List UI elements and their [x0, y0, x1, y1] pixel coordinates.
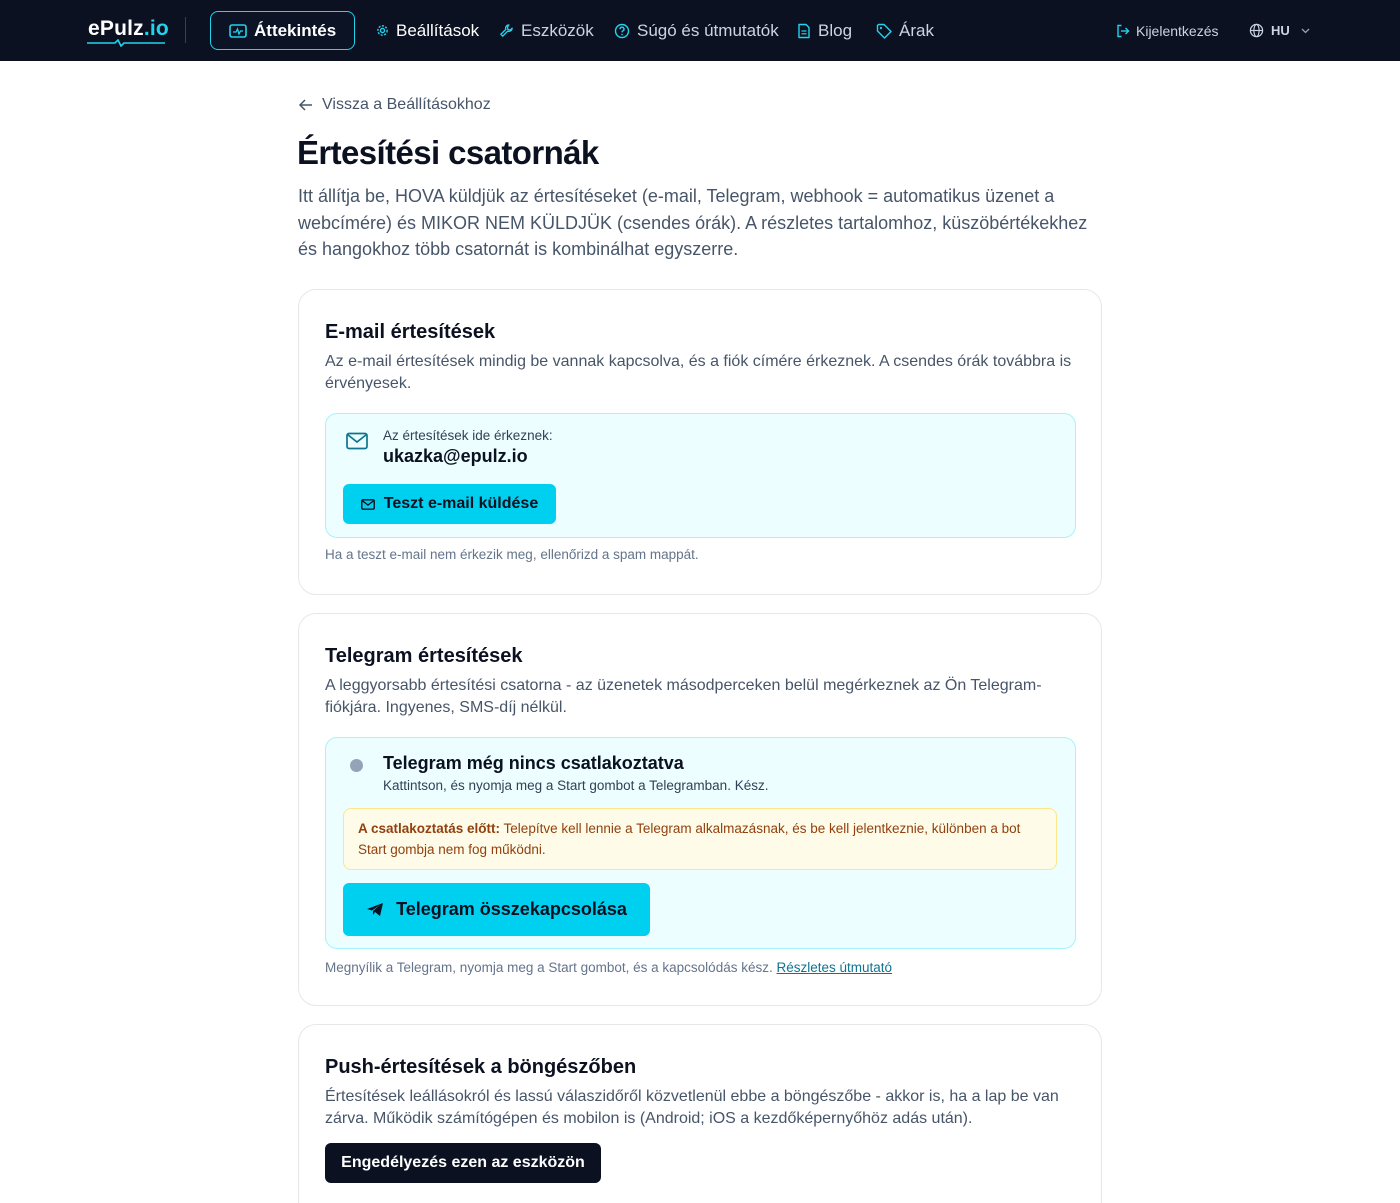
- email-destination-label: Az értesítések ide érkeznek:: [383, 428, 553, 443]
- mail-icon: [346, 432, 368, 450]
- mail-icon: [361, 499, 375, 510]
- nav-item-overview[interactable]: Áttekintés: [210, 11, 355, 50]
- telegram-notifications-card: [298, 613, 1102, 1006]
- email-card-title: E-mail értesítések: [325, 321, 496, 343]
- nav-item-pricing[interactable]: Árak: [876, 0, 934, 61]
- back-to-settings-link[interactable]: Vissza a Beállításokhoz: [298, 96, 491, 114]
- status-dot: [350, 759, 363, 772]
- dashboard-icon: [229, 23, 247, 39]
- email-card-description: Az e-mail értesítések mindig be vannak kapcsolva, és a fiók címére érkeznek. A csendes órák továbbra is érvényesek.: [325, 353, 1072, 392]
- connect-telegram-button[interactable]: Telegram összekapcsolása: [343, 883, 650, 936]
- send-test-email-button[interactable]: Teszt e-mail küldése: [343, 484, 556, 524]
- telegram-plane-icon: [366, 902, 384, 917]
- warning-bold-label: A csatlakoztatás előtt:: [358, 821, 501, 836]
- pulse-wave-icon: [87, 39, 165, 47]
- help-circle-icon: [614, 23, 630, 39]
- wrench-icon: [499, 23, 514, 38]
- document-icon: [797, 23, 811, 39]
- nav-item-settings[interactable]: Beállítások: [376, 0, 479, 61]
- logout-icon: [1116, 24, 1130, 38]
- email-address: ukazka@epulz.io: [383, 446, 528, 466]
- nav-item-blog[interactable]: Blog: [797, 0, 852, 61]
- telegram-card-description: A leggyorsabb értesítési csatorna - az üzenetek másodperceken belül megérkeznek az Ön Telegram-fiókjára. Ingyenes, SMS-díj nélkül.: [325, 677, 1042, 716]
- nav-item-help[interactable]: Súgó és útmutatók: [614, 0, 779, 61]
- push-card-description: Értesítések leállásokról és lassú válaszidőről közvetlenül ebbe a böngészőbe - akkor is, ha a lap be van zárva. Működik számítógépen és mobilon is (Android; iOS a kezdőképernyőhöz adás után).: [325, 1088, 1059, 1127]
- gear-icon: [376, 24, 389, 37]
- enable-push-button[interactable]: Engedélyezés ezen az eszközön: [325, 1143, 601, 1183]
- email-spam-note: Ha a teszt e-mail nem érkezik meg, ellenőrizd a spam mappát.: [325, 547, 699, 562]
- top-navbar: [0, 0, 1400, 61]
- telegram-note: Megnyílik a Telegram, nyomja meg a Start gombot, és a kapcsolódás kész. Részletes útmutató: [325, 960, 893, 975]
- telegram-status-box: [325, 737, 1076, 949]
- logo-tld: .io: [143, 17, 169, 40]
- push-notifications-card: [298, 1024, 1102, 1203]
- email-destination-box: [325, 413, 1076, 538]
- arrow-left-icon: [298, 98, 313, 112]
- telegram-status-title: Telegram még nincs csatlakoztatva: [383, 753, 684, 773]
- telegram-status-subtitle: Kattintson, és nyomja meg a Start gombot a Telegramban. Kész.: [383, 778, 769, 793]
- logo[interactable]: [88, 17, 169, 41]
- logo-main: ePulz: [88, 17, 144, 40]
- nav-divider: [185, 17, 186, 43]
- globe-icon: [1249, 23, 1264, 38]
- language-selector[interactable]: HU: [1249, 0, 1310, 61]
- tag-icon: [876, 23, 892, 39]
- push-card-title: Push-értesítések a böngészőben: [325, 1056, 637, 1078]
- telegram-card-title: Telegram értesítések: [325, 645, 523, 667]
- detailed-guide-link[interactable]: Részletes útmutató: [776, 960, 893, 975]
- email-notifications-card: [298, 289, 1102, 595]
- page-description: Itt állítja be, HOVA küldjük az értesítéseket (e-mail, Telegram, webhook = automatikus üzenet a webcímére) és MIKOR NEM KÜLDJÜK (csendes órák). A részletes tartalomhoz, küszöbértékekhez és hangokhoz több csatornát is kombinálhat egyszerre.: [298, 186, 1088, 259]
- warning-text: Telepítve kell lennie a Telegram alkalmazásnak, és be kell jelentkeznie, különben a bot Start gombja nem fog működni.: [358, 821, 1021, 857]
- chevron-down-icon: [1301, 28, 1310, 34]
- nav-item-tools[interactable]: Eszközök: [499, 0, 594, 61]
- page-title: Értesítési csatornák: [297, 134, 599, 171]
- telegram-warning-box: [343, 808, 1057, 870]
- logout-button[interactable]: Kijelentkezés: [1116, 0, 1219, 61]
